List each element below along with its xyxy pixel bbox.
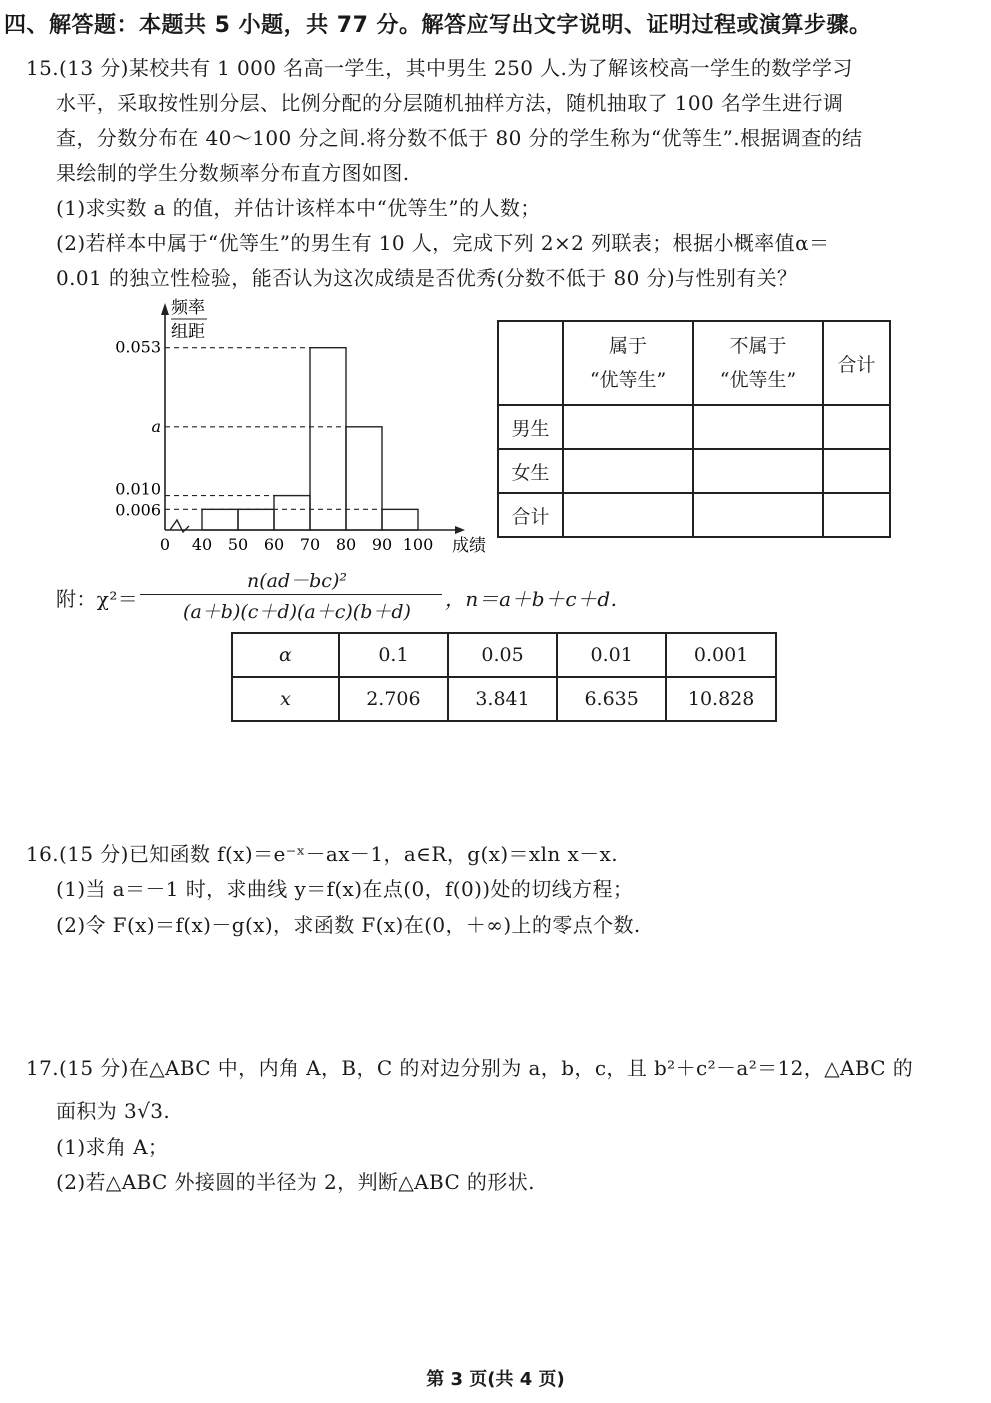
x-tick-label: 80 bbox=[335, 535, 357, 554]
x-axis-arrow bbox=[455, 526, 465, 534]
q15-line-1: 15.(13 分)某校共有 1 000 名高一学生，其中男生 250 人.为了解该校高一学生的数学学习 bbox=[26, 56, 853, 80]
q16-line-1: 16.(15 分)已知函数 f(x)＝e⁻ˣ－ax－1，a∈R，g(x)＝xln x－x. bbox=[26, 842, 618, 866]
histogram-bar bbox=[382, 509, 418, 530]
alpha-value: 0.01 bbox=[557, 633, 666, 677]
contingency-cell bbox=[563, 493, 693, 537]
histogram-chart bbox=[110, 295, 486, 564]
contingency-col-total: 合计 bbox=[823, 321, 890, 405]
q16-part-1: (1)当 a＝－1 时，求曲线 y＝f(x)在点(0，f(0))处的切线方程； bbox=[56, 877, 634, 901]
contingency-row-male: 男生 bbox=[498, 405, 563, 449]
q17-line-1: 17.(15 分)在△ABC 中，内角 A，B，C 的对边分别为 a，b，c，且 b²＋c²－a²＝12，△ABC 的 bbox=[26, 1056, 914, 1080]
contingency-row-total: 合计 bbox=[498, 493, 563, 537]
histogram-bar bbox=[310, 348, 346, 530]
histogram-bar bbox=[274, 496, 310, 530]
formula-numerator: n(ad－bc)² bbox=[247, 570, 347, 592]
alpha-label: α bbox=[232, 633, 339, 677]
q17-line-2: 面积为 3√3. bbox=[56, 1099, 171, 1123]
x-label: x bbox=[232, 677, 339, 721]
contingency-cell bbox=[563, 405, 693, 449]
x-value: 6.635 bbox=[557, 677, 666, 721]
contingency-cell bbox=[823, 493, 890, 537]
contingency-cell bbox=[823, 449, 890, 493]
q15-line-3: 查，分数分布在 40～100 分之间.将分数不低于 80 分的学生称为“优等生”.根据调查的结 bbox=[56, 126, 863, 150]
y-tick-label: 0.053 bbox=[115, 337, 161, 357]
y-axis-arrow bbox=[161, 303, 169, 315]
y-tick-label: 0.006 bbox=[115, 500, 161, 520]
x-tick-label: 40 bbox=[191, 535, 213, 554]
x-tick-label: 100 bbox=[402, 535, 434, 554]
y-tick-label: 0.010 bbox=[115, 479, 161, 499]
contingency-table bbox=[497, 320, 891, 538]
q17-part-2: (2)若△ABC 外接圆的半径为 2，判断△ABC 的形状. bbox=[56, 1170, 535, 1194]
x-tick-label: 60 bbox=[263, 535, 285, 554]
contingency-cell bbox=[693, 449, 823, 493]
section-title: 四、解答题：本题共 5 小题，共 77 分。解答应写出文字说明、证明过程或演算步骤。 bbox=[4, 13, 872, 38]
contingency-cell bbox=[693, 405, 823, 449]
q17-part-1: (1)求角 A； bbox=[56, 1135, 169, 1159]
contingency-corner bbox=[498, 321, 563, 405]
q15-line-4: 果绘制的学生分数频率分布直方图如图. bbox=[56, 161, 410, 185]
histogram-bar bbox=[346, 427, 382, 530]
q15-line-2: 水平，采取按性别分层、比例分配的分层随机抽样方法，随机抽取了 100 名学生进行调 bbox=[56, 91, 844, 115]
y-axis-label-bottom: 组距 bbox=[171, 322, 205, 342]
q15-part-1: (1)求实数 a 的值，并估计该样本中“优等生”的人数； bbox=[56, 196, 541, 220]
contingency-col-not-excellent: 不属于 “优等生” bbox=[693, 321, 823, 405]
x-tick-label: 70 bbox=[299, 535, 321, 554]
formula-prefix: 附：χ²＝ bbox=[56, 587, 139, 611]
y-tick-label: a bbox=[151, 416, 161, 436]
contingency-cell bbox=[563, 449, 693, 493]
q15-line-7: 0.01 的独立性检验，能否认为这次成绩是否优秀(分数不低于 80 分)与性别有关？ bbox=[56, 266, 798, 290]
histogram-bar bbox=[202, 509, 238, 530]
x-axis-label: 成绩 bbox=[452, 536, 486, 556]
x-tick-label: 0 bbox=[159, 535, 171, 554]
formula-suffix: ，n＝a＋b＋c＋d. bbox=[445, 587, 618, 611]
alpha-value: 0.05 bbox=[448, 633, 557, 677]
fraction-bar bbox=[140, 594, 442, 595]
q16-part-2: (2)令 F(x)＝f(x)－g(x)，求函数 F(x)在(0，＋∞)上的零点个数. bbox=[56, 913, 641, 937]
x-value: 2.706 bbox=[339, 677, 448, 721]
y-axis-label-top: 频率 bbox=[171, 298, 205, 318]
page-footer: 第 3 页(共 4 页) bbox=[426, 1369, 565, 1390]
q15-part-2: (2)若样本中属于“优等生”的男生有 10 人，完成下列 2×2 列联表；根据小概率值α＝ bbox=[56, 231, 830, 255]
x-tick-label: 90 bbox=[371, 535, 393, 554]
x-value: 3.841 bbox=[448, 677, 557, 721]
x-tick-label: 50 bbox=[227, 535, 249, 554]
x-value: 10.828 bbox=[666, 677, 776, 721]
contingency-cell bbox=[693, 493, 823, 537]
histogram-bar bbox=[238, 509, 274, 530]
alpha-value: 0.1 bbox=[339, 633, 448, 677]
critical-value-table bbox=[231, 632, 777, 722]
histogram-svg bbox=[110, 295, 486, 560]
contingency-cell bbox=[823, 405, 890, 449]
formula-denominator: (a＋b)(c＋d)(a＋c)(b＋d) bbox=[183, 601, 411, 623]
contingency-col-excellent: 属于 “优等生” bbox=[563, 321, 693, 405]
contingency-row-female: 女生 bbox=[498, 449, 563, 493]
alpha-value: 0.001 bbox=[666, 633, 776, 677]
